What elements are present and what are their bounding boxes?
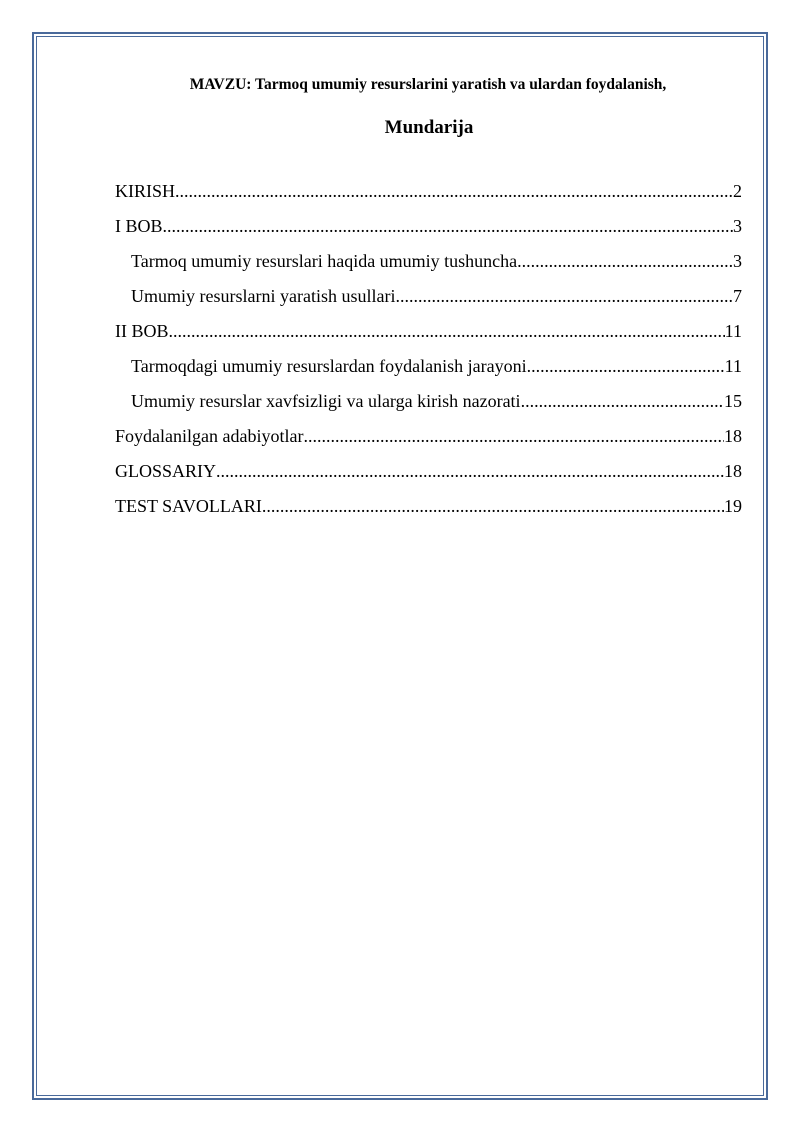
- toc-entry-label: TEST SAVOLLARI: [115, 496, 262, 516]
- toc-dot-leader: [169, 316, 725, 346]
- toc-entry-ii-bob[interactable]: [115, 316, 742, 351]
- toc-page-number: 19: [724, 496, 742, 516]
- toc-entry-adabiyotlar[interactable]: [115, 421, 742, 456]
- toc-page-number: 18: [724, 461, 742, 481]
- toc-entry-label: Umumiy resurslarni yaratish usullari: [131, 286, 396, 306]
- toc-dot-leader: [303, 421, 724, 451]
- toc-entry-test-savollari[interactable]: [115, 491, 742, 526]
- toc-entry-label: KIRISH: [115, 181, 176, 201]
- toc-page-number: 2: [733, 181, 742, 201]
- toc-entry-label: Tarmoqdagi umumiy resurslardan foydalanish jarayoni: [131, 356, 527, 376]
- toc-dot-leader: [163, 211, 733, 241]
- toc-entry-label: GLOSSARIY: [115, 461, 217, 481]
- toc-entry-yaratish-usullari[interactable]: [115, 281, 742, 316]
- toc-title: Mundarija: [384, 117, 474, 138]
- toc-dot-leader: [216, 456, 724, 486]
- toc-entry-label: Umumiy resurslar xavfsizligi va ularga kirish nazorati: [131, 391, 521, 411]
- toc-dot-leader: [395, 281, 733, 311]
- toc-page-number: 11: [724, 321, 742, 341]
- toc-dot-leader: [527, 351, 725, 381]
- toc-entry-umumiy-tushuncha[interactable]: [115, 246, 742, 281]
- toc-page-number: 3: [733, 251, 742, 271]
- toc-page-number: 11: [724, 356, 742, 376]
- toc-entry-glossariy[interactable]: [115, 456, 742, 491]
- table-of-contents: [115, 176, 742, 526]
- document-topic: MAVZU: Tarmoq umumiy resurslarini yaratish va ulardan foydalanish,: [189, 76, 667, 93]
- toc-entry-i-bob[interactable]: [115, 211, 742, 246]
- toc-entry-label: II BOB: [115, 321, 169, 341]
- toc-dot-leader: [262, 491, 724, 521]
- toc-page-number: 15: [724, 391, 742, 411]
- toc-entry-label: Foydalanilgan adabiyotlar: [115, 426, 304, 446]
- toc-dot-leader: [175, 176, 733, 206]
- toc-page-number: 18: [724, 426, 742, 446]
- toc-entry-kirish[interactable]: [115, 176, 742, 211]
- toc-page-number: 7: [733, 286, 742, 306]
- toc-entry-label: I BOB: [115, 216, 163, 236]
- toc-dot-leader: [521, 386, 724, 416]
- toc-page-number: 3: [733, 216, 742, 236]
- toc-entry-foydalanish-jarayoni[interactable]: [115, 351, 742, 386]
- toc-dot-leader: [517, 246, 733, 276]
- toc-entry-xavfsizligi[interactable]: [115, 386, 742, 421]
- toc-entry-label: Tarmoq umumiy resurslari haqida umumiy tushuncha: [131, 251, 518, 271]
